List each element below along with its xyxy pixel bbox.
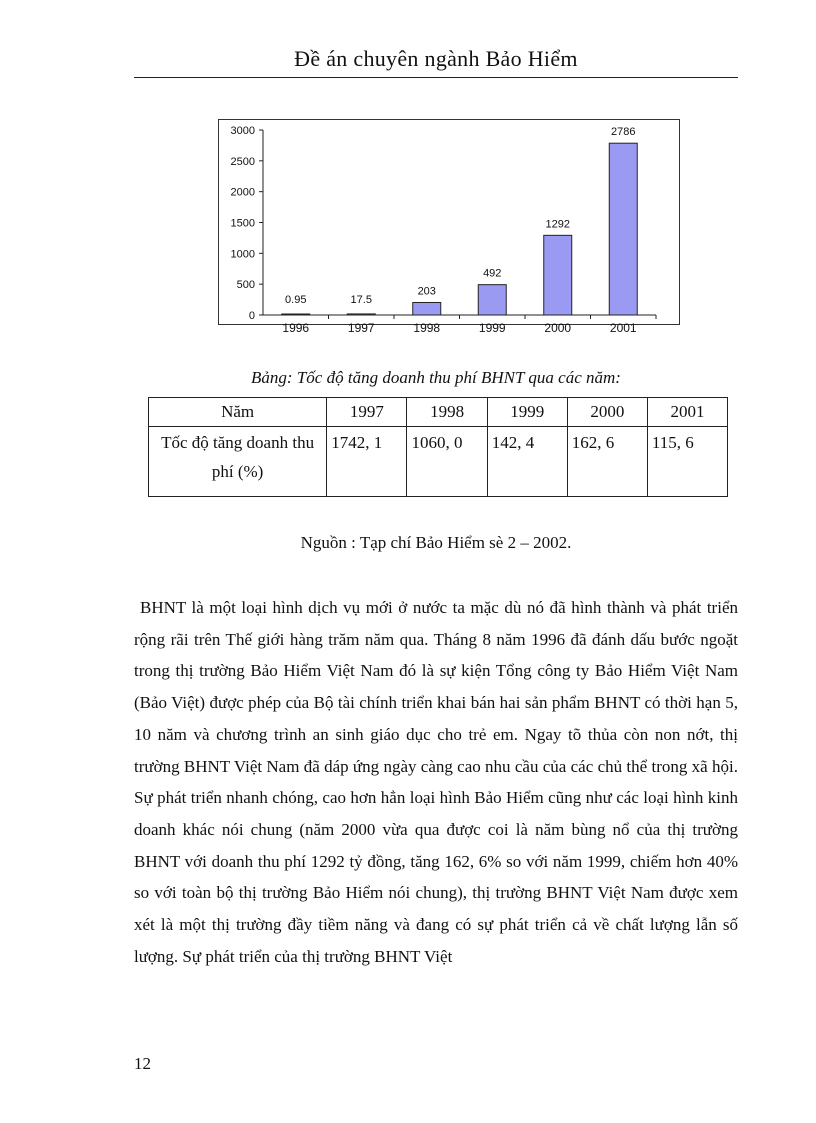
year-cell: 2000	[567, 398, 647, 427]
bar	[478, 285, 506, 315]
body-text	[134, 592, 738, 972]
x-tick-label: 2000	[544, 321, 572, 335]
growth-rate-table	[148, 397, 728, 497]
bar-value-label: 0.95	[285, 294, 307, 306]
bar	[413, 302, 441, 315]
chart-svg	[219, 120, 681, 335]
table-caption: Bảng: Tốc độ tăng doanh thu phí BHNT qua các năm:	[251, 368, 621, 387]
x-tick-label: 1998	[413, 321, 441, 335]
y-tick-label: 2500	[230, 155, 255, 168]
y-tick-label: 2000	[230, 186, 255, 199]
value-cell: 162, 6	[567, 427, 647, 497]
y-tick-label: 1500	[230, 217, 255, 230]
body-paragraph: BHNT là một loại hình dịch vụ mới ở nước ta mặc dù nó đã hình thành và phát triển rộng rãi trên Thế giới hàng trăm năm qua. Tháng 8 năm 1996 đã đánh dấu bước ngoặt trong thị trường Bảo Hiểm Việt Nam đó là sự kiện Tổng công ty Bảo Hiểm Việt Nam (Bảo Việt) được phép của Bộ tài chính triển khai bán hai sản phẩm BHNT có thời hạn 5, 10 năm và chương trình an sinh giáo dục cho trẻ em. Ngay tõ thủa còn non nớt, thị trường BHNT Việt Nam đã dáp ứng ngày càng cao nhu cầu của các chủ thể trong xã hội. Sự phát triển nhanh chóng, cao hơn hẳn loại hình Bảo Hiểm cũng như các loại hình kinh doanh khác nói chung (năm 2000 vừa qua được coi là năm bùng nổ của thị trường BHNT với doanh thu phí 1292 tỷ đồng, tăng 162, 6% so với năm 1999, chiếm hơn 40% so với toàn bộ thị trường Bảo Hiểm nói chung), thị trường BHNT Việt Nam được xem xét là một thị trường đầy tiềm năng và đang có sự phát triển cả về chất lượng lẫn số lượng. Sự phát triển của thị trường BHNT Việt	[134, 598, 738, 966]
value-cell: 1742, 1	[327, 427, 407, 497]
bar-value-label: 203	[417, 285, 436, 298]
x-tick-label: 2001	[609, 321, 637, 335]
table-row	[149, 427, 728, 497]
bar	[347, 314, 375, 315]
table-header-row	[149, 398, 728, 427]
bar	[609, 143, 637, 315]
year-cell: 1999	[487, 398, 567, 427]
year-cell: 1998	[407, 398, 487, 427]
x-tick-label: 1996	[282, 321, 310, 335]
bar-value-label: 17.5	[350, 294, 372, 306]
bar-value-label: 2786	[611, 126, 636, 139]
y-tick-label: 3000	[230, 125, 255, 137]
y-tick-label: 1000	[230, 248, 255, 261]
source-note: Nguồn : Tạp chí Bảo Hiểm sè 2 – 2002.	[300, 533, 572, 552]
page-header: Đề án chuyên ngành Bảo Hiểm	[294, 46, 578, 71]
year-cell: 2001	[647, 398, 727, 427]
y-tick-label: 0	[248, 310, 255, 322]
bar-value-label: 1292	[545, 218, 570, 231]
value-cell: 142, 4	[487, 427, 567, 497]
bar	[282, 314, 310, 315]
bar-value-label: 492	[483, 267, 502, 280]
page-number: 12	[134, 1054, 151, 1073]
header-label-cell: Năm	[149, 398, 327, 427]
value-cell: 1060, 0	[407, 427, 487, 497]
header-rule	[134, 77, 738, 78]
y-tick-label: 500	[236, 279, 255, 292]
premium-revenue-chart	[218, 119, 680, 335]
bar	[544, 235, 572, 315]
x-tick-label: 1999	[478, 321, 506, 335]
value-cell: 115, 6	[647, 427, 727, 497]
x-tick-label: 1997	[347, 321, 375, 335]
row-label-cell: Tốc độ tăng doanh thu phí (%)	[149, 427, 327, 497]
year-cell: 1997	[327, 398, 407, 427]
